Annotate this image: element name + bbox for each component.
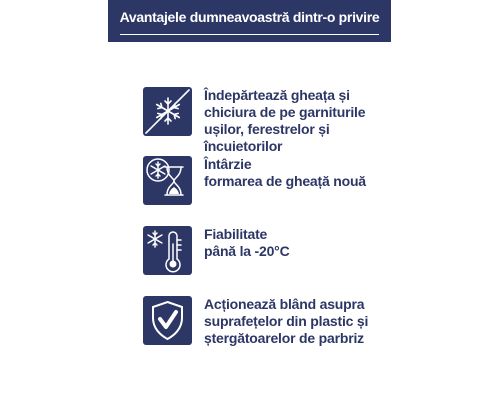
- feature-delays-ice: [143, 156, 366, 205]
- feature-text-line: suprafețelor din plastic și: [204, 313, 369, 329]
- feature-ice-removal: [143, 87, 365, 155]
- feature-delays-ice-text: [204, 156, 366, 190]
- feature-ice-removal-text: [204, 87, 365, 155]
- banner-title: Avantajele dumneavoastră dintr-o privire: [119, 9, 380, 25]
- snowflake-thermometer-icon: [143, 226, 192, 275]
- feature-gentle-action: [143, 296, 368, 347]
- feature-text-line: Îndepărtează gheața și: [204, 87, 350, 103]
- snowflake-scrape-icon: [143, 87, 192, 136]
- feature-text-line: Întârzie: [204, 156, 252, 172]
- feature-text-line: ștergătoarelor de parbriz: [204, 330, 364, 346]
- feature-text-line: încuietorilor: [204, 138, 283, 154]
- feature-text-line: ușilor, ferestrelor și: [204, 121, 330, 137]
- feature-text-line: chiciura de pe garniturile: [204, 104, 366, 120]
- header-banner: [108, 0, 391, 42]
- feature-text-line: până la -20°C: [204, 243, 290, 259]
- snowflake-hourglass-icon: [143, 156, 192, 205]
- feature-reliability: [143, 226, 289, 275]
- feature-gentle-action-text: [204, 296, 368, 347]
- banner-divider: [120, 34, 379, 35]
- feature-reliability-text: [204, 226, 289, 260]
- feature-text-line: Fiabilitate: [204, 226, 268, 242]
- feature-text-line: Acționează blând asupra: [204, 296, 365, 312]
- shield-check-icon: [143, 296, 192, 345]
- feature-text-line: formarea de gheață nouă: [204, 173, 366, 189]
